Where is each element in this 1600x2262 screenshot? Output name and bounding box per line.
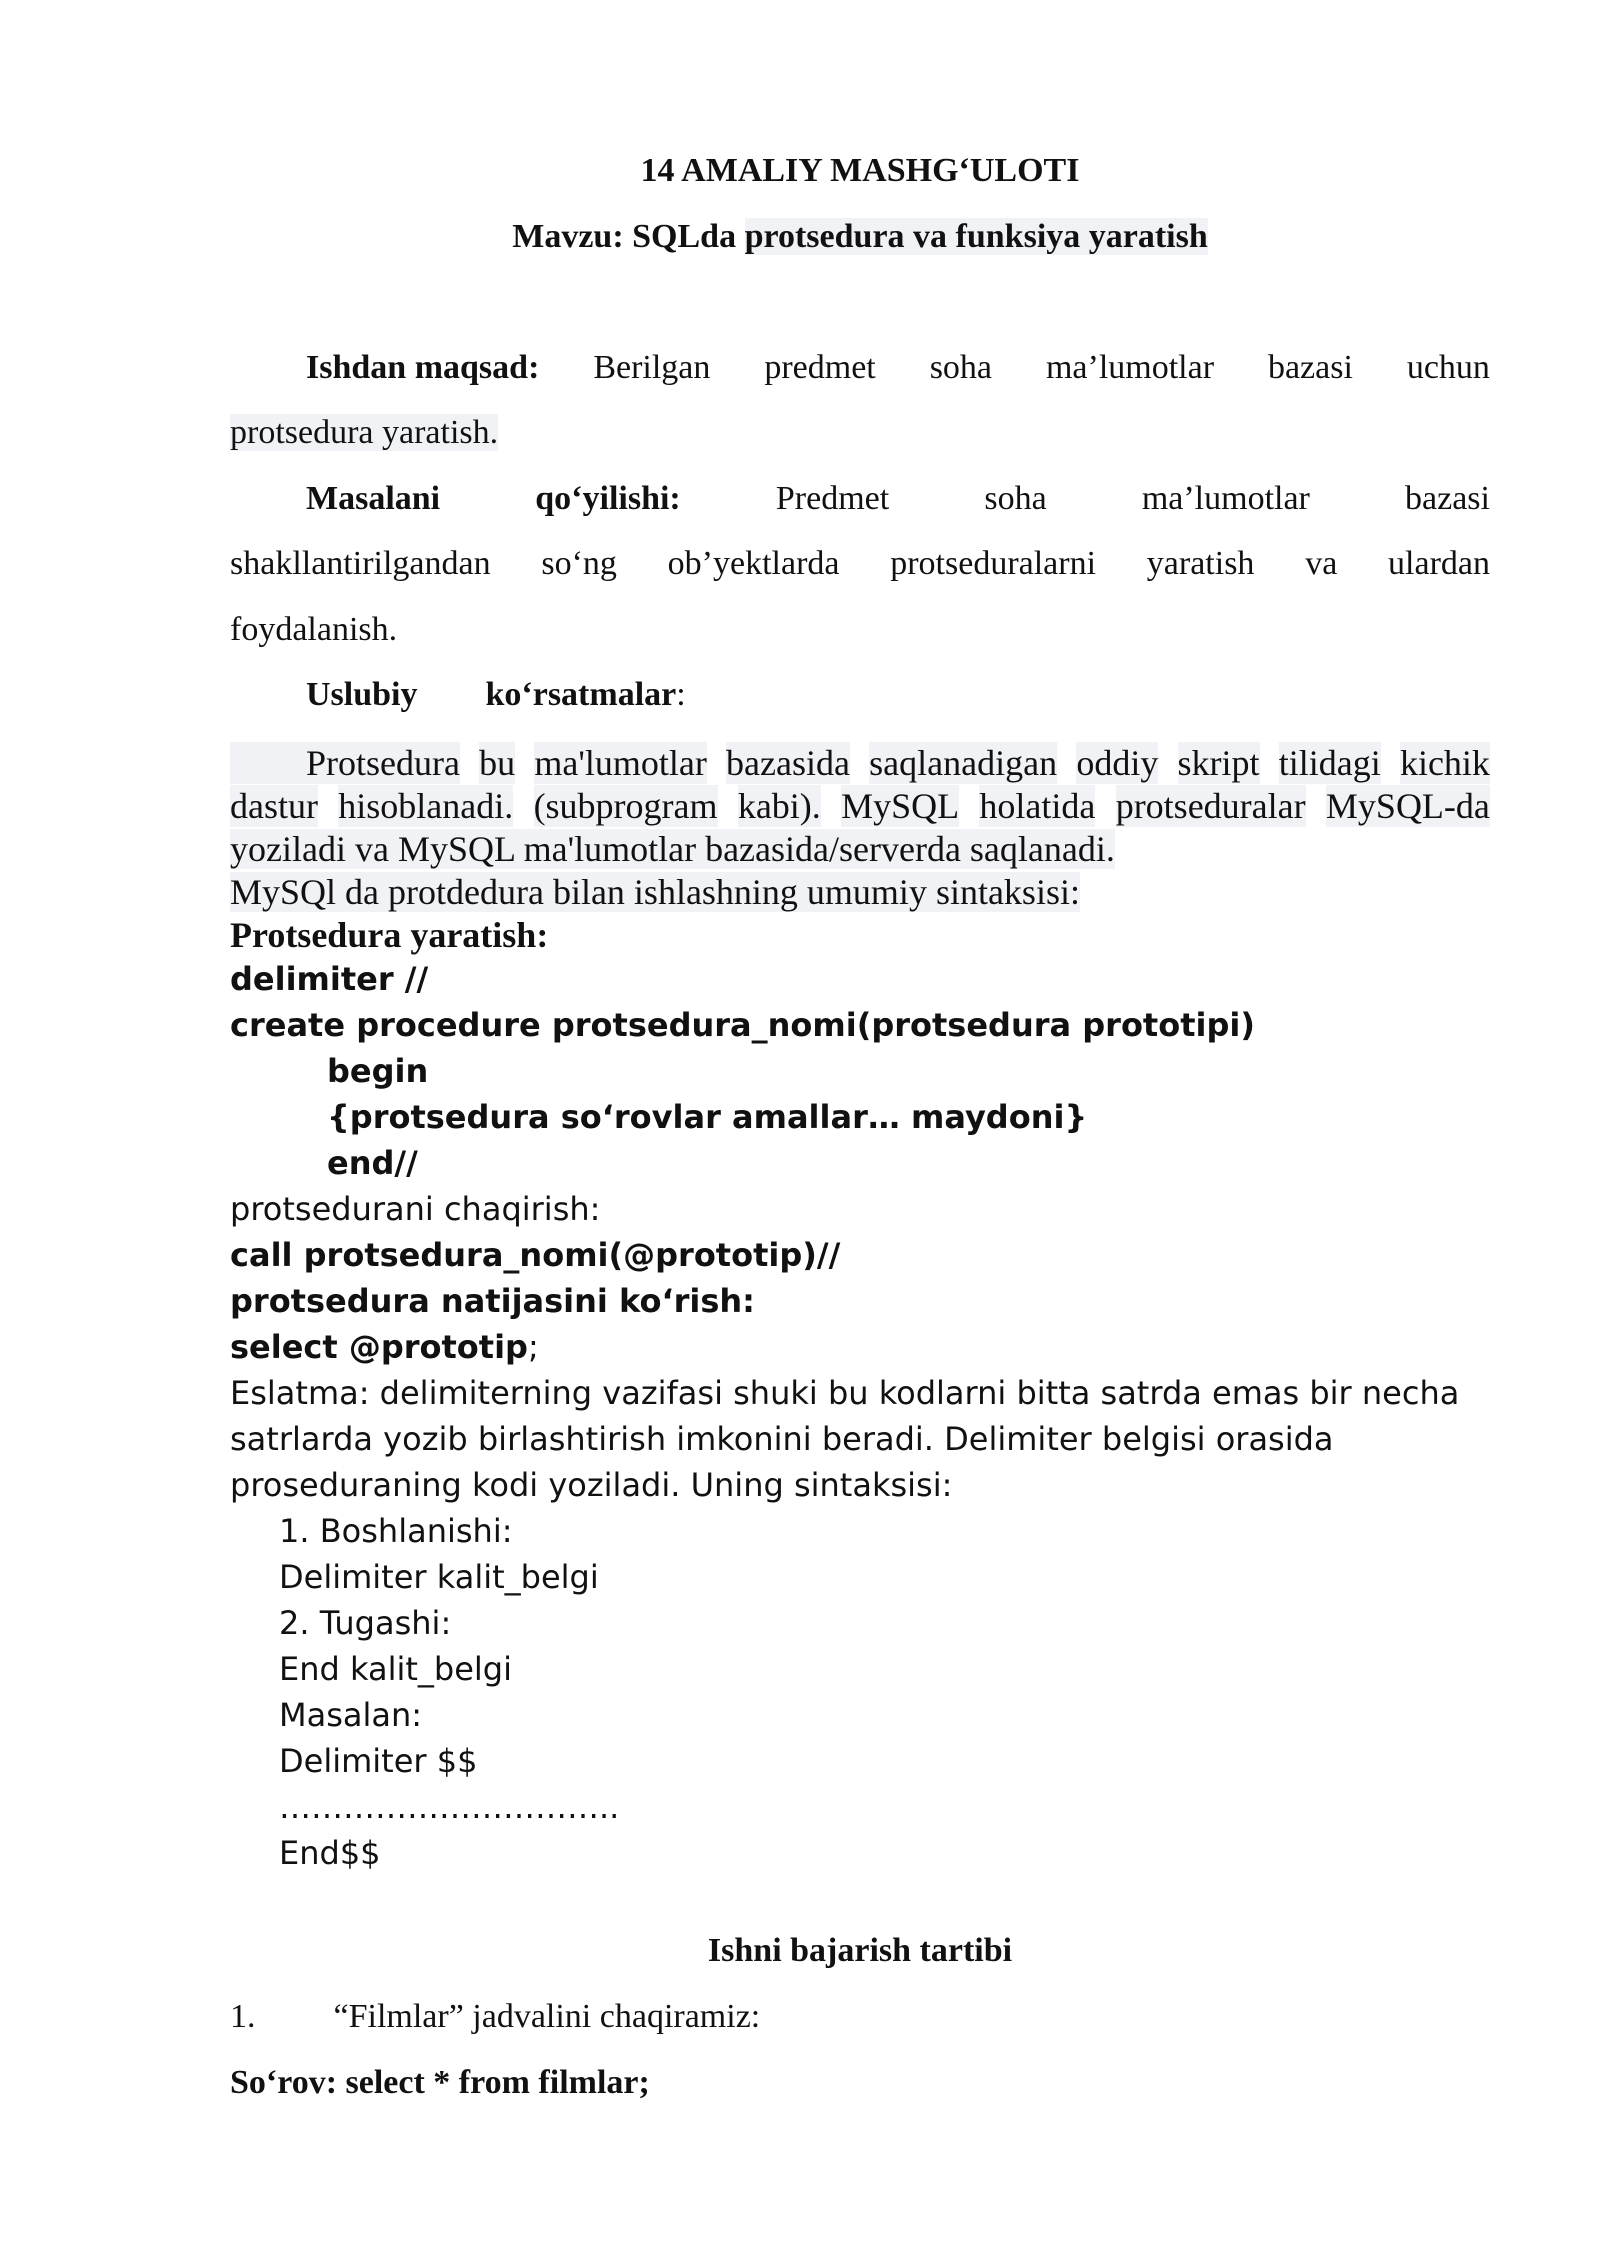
list-item: End kalit_belgi bbox=[279, 1650, 512, 1688]
list-item: 1. Boshlanishi: bbox=[279, 1512, 513, 1550]
intro-word: saqlanadigan bbox=[869, 743, 1058, 783]
intro-word: oddiy bbox=[1076, 743, 1159, 783]
goal-word: predmet bbox=[764, 349, 876, 386]
intro-word: kabi). bbox=[737, 786, 821, 826]
intro-word: kichik bbox=[1399, 743, 1490, 783]
intro-word: MySQL bbox=[841, 786, 960, 826]
list-item: Delimiter kalit_belgi bbox=[279, 1558, 599, 1596]
problem-word: bazasi bbox=[1405, 480, 1490, 517]
step-line bbox=[230, 1998, 1490, 2036]
intro-word: (subprogram bbox=[533, 786, 718, 826]
problem-word: ob’yektlarda bbox=[667, 545, 840, 582]
problem-word: yaratish bbox=[1146, 545, 1255, 582]
guide-line bbox=[230, 676, 1566, 714]
list-item: End$$ bbox=[279, 1834, 381, 1872]
code-select: select @prototip bbox=[230, 1328, 528, 1366]
intro-line-2 bbox=[230, 785, 1490, 827]
problem-label-2: qo‘yilishi: bbox=[535, 480, 681, 517]
intro-word: dastur bbox=[230, 786, 318, 826]
goal-word: uchun bbox=[1406, 349, 1490, 386]
subtitle-topic: protsedura va funksiya yaratish bbox=[744, 218, 1208, 255]
step-text: “Filmlar” jadvalini chaqiramiz: bbox=[333, 1998, 761, 2035]
intro-line-3 bbox=[230, 828, 1115, 870]
intro-line-4-text: MySQl da protdedura bilan ishlashning umumiy sintaksisi: bbox=[230, 872, 1080, 912]
goal-line-2 bbox=[230, 414, 1490, 452]
query-line: So‘rov: select * from filmlar; bbox=[230, 2064, 650, 2101]
problem-line-2 bbox=[230, 545, 1490, 583]
intro-word: bazasida bbox=[726, 743, 850, 783]
goal-line-1 bbox=[230, 349, 1490, 387]
goal-word: bazasi bbox=[1267, 349, 1353, 386]
guide-label-1: Uslubiy bbox=[306, 676, 418, 713]
intro-line-5: Protsedura yaratish: bbox=[230, 915, 549, 955]
list-item: Delimiter $$ bbox=[279, 1742, 478, 1780]
intro-word: holatida bbox=[979, 786, 1096, 826]
code-line: begin bbox=[327, 1052, 429, 1090]
subtitle-prefix: Mavzu: SQLda bbox=[512, 218, 745, 255]
problem-word: ma’lumotlar bbox=[1141, 480, 1310, 517]
problem-word: Predmet bbox=[775, 480, 890, 517]
intro-word: Protsedura bbox=[230, 742, 460, 784]
code-line bbox=[230, 1328, 539, 1366]
list-item: 2. Tugashi: bbox=[279, 1604, 452, 1642]
section-heading: Ishni bajarish tartibi bbox=[707, 1932, 1013, 1969]
code-line: call protsedura_nomi(@prototip)// bbox=[230, 1236, 841, 1274]
intro-line-1 bbox=[230, 742, 1490, 784]
problem-word: va bbox=[1305, 545, 1338, 582]
code-line: delimiter // bbox=[230, 960, 429, 998]
intro-word: skript bbox=[1177, 743, 1260, 783]
page-subtitle bbox=[230, 218, 1490, 256]
problem-word: soha bbox=[984, 480, 1047, 517]
goal-word: soha bbox=[929, 349, 993, 386]
goal-cont: protsedura yaratish. bbox=[230, 414, 499, 451]
step-number: 1. bbox=[230, 1998, 256, 2035]
list-item: Masalan: bbox=[279, 1696, 423, 1734]
intro-word: MySQL-da bbox=[1325, 786, 1490, 826]
note-line: proseduraning kodi yoziladi. Uning sintaksisi: bbox=[230, 1466, 953, 1504]
goal-word: Berilgan bbox=[593, 349, 711, 386]
note-line: Eslatma: delimiterning vazifasi shuki bu kodlarni bitta satrda emas bir necha bbox=[230, 1374, 1460, 1412]
problem-word: protseduralarni bbox=[890, 545, 1097, 582]
code-line: create procedure protsedura_nomi(protsedura prototipi) bbox=[230, 1006, 1255, 1044]
goal-word: ma’lumotlar bbox=[1045, 349, 1215, 386]
guide-label-2: ko‘rsatmalar bbox=[485, 676, 677, 713]
problem-word: shakllantirilgandan bbox=[230, 545, 491, 582]
page-title: 14 AMALIY MASHG‘ULOTI bbox=[640, 152, 1080, 189]
code-line: end// bbox=[327, 1144, 418, 1182]
note-line: satrlarda yozib birlashtirish imkonini beradi. Delimiter belgisi orasida bbox=[230, 1420, 1334, 1458]
list-item: ………………………….. bbox=[279, 1788, 620, 1826]
code-line: {protsedura so‘rovlar amallar… maydoni} bbox=[327, 1098, 1088, 1136]
intro-word: hisoblanadi. bbox=[338, 786, 514, 826]
problem-line-1 bbox=[230, 480, 1490, 518]
intro-line-3-text: yoziladi va MySQL ma'lumotlar bazasida/serverda saqlanadi. bbox=[230, 829, 1115, 869]
intro-word: tilidagi bbox=[1278, 743, 1381, 783]
intro-word: ma'lumotlar bbox=[534, 743, 707, 783]
intro-line-4 bbox=[230, 871, 1080, 913]
problem-word: so‘ng bbox=[541, 545, 617, 582]
code-line: protsedurani chaqirish: bbox=[230, 1190, 601, 1228]
intro-word: protseduralar bbox=[1115, 786, 1306, 826]
code-semicolon: ; bbox=[527, 1328, 539, 1366]
problem-word: ulardan bbox=[1388, 545, 1490, 582]
problem-line-3: foydalanish. bbox=[230, 611, 398, 648]
goal-label: Ishdan maqsad: bbox=[306, 349, 540, 386]
code-line: protsedura natijasini ko‘rish: bbox=[230, 1282, 755, 1320]
intro-word: bu bbox=[479, 743, 516, 783]
problem-label-1: Masalani bbox=[306, 480, 441, 517]
guide-colon: : bbox=[676, 676, 686, 713]
